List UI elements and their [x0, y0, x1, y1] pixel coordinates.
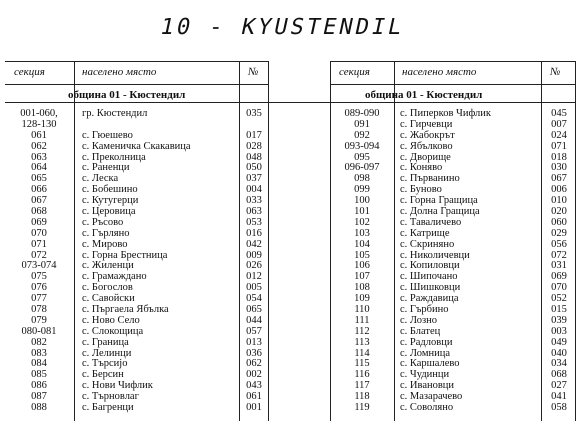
section-code: 105: [354, 249, 370, 261]
place-number: 070: [551, 282, 567, 294]
place-name: с. Слокощица: [82, 325, 144, 337]
place-name: с. Търсиjо: [82, 358, 128, 370]
place-number: 018: [551, 151, 567, 163]
section-code: 089-090: [344, 108, 380, 119]
section-code: 066: [31, 184, 47, 196]
table-row: [0, 142, 270, 153]
place-name: с. Търновлаг: [82, 391, 139, 403]
place-name: с. Нови Чифлик: [82, 380, 153, 392]
place-number: 007: [551, 118, 567, 130]
place-name: с. Лозно: [400, 314, 438, 326]
place-name: с. Мирово: [82, 238, 128, 250]
place-name: с. Раждавица: [400, 293, 459, 305]
place-name: с. Горна Гращица: [400, 195, 478, 207]
place-name: с. Бобешино: [82, 184, 138, 196]
place-number: 069: [551, 271, 567, 283]
place-number: 052: [551, 293, 567, 305]
section-code: 109: [354, 293, 370, 305]
section-code: 117: [354, 380, 370, 392]
place-number: 072: [551, 249, 567, 261]
section-code: 111: [354, 314, 370, 326]
place-number: 041: [551, 391, 567, 403]
table-row: [0, 338, 270, 349]
section-code: 086: [31, 380, 47, 392]
section-code: 075: [31, 271, 47, 283]
place-name: с. Жабокрът: [400, 129, 455, 141]
place-name: с. Ябълково: [400, 140, 453, 152]
section-code: 102: [354, 216, 370, 228]
place-number: 056: [551, 238, 567, 250]
place-name: с. Жиленци: [82, 260, 134, 272]
place-name: с. Соволяно: [400, 402, 454, 414]
place-name: с. Коняво: [400, 162, 443, 174]
place-number: 042: [246, 238, 262, 250]
section-code: 095: [354, 151, 370, 163]
left-section-header: секция: [14, 66, 45, 78]
place-number: 009: [246, 249, 262, 261]
municipality-rule-left: [5, 102, 330, 103]
place-name: с. Таваличево: [400, 216, 462, 228]
place-name: с. Мазарачево: [400, 391, 463, 403]
section-code: 071: [31, 238, 47, 250]
place-number: 049: [551, 336, 567, 348]
place-name: с. Грамаждано: [82, 271, 147, 283]
section-code: 072: [31, 249, 47, 261]
place-number: 068: [551, 369, 567, 381]
left-place-header: населено място: [82, 66, 157, 78]
right-place-header: населено място: [402, 66, 477, 78]
section-code: 113: [354, 336, 370, 348]
section-code: 112: [354, 325, 370, 337]
handwritten-title: 10 - KYUSTENDIL: [157, 15, 407, 40]
place-name: с. Граница: [82, 336, 129, 348]
place-name: с. Раненци: [82, 162, 130, 174]
place-number: 020: [551, 206, 567, 218]
place-name: с. Горна Брестница: [82, 249, 168, 261]
left-municipality-label: община 01 - Кюстендил: [68, 89, 186, 101]
place-name: с. Дворище: [400, 151, 451, 163]
section-code: 076: [31, 282, 47, 294]
place-name: с. Ивановци: [400, 380, 455, 392]
place-number: 044: [246, 314, 262, 326]
table-row: [330, 403, 579, 414]
section-code: 103: [354, 227, 370, 239]
place-number: 026: [246, 260, 262, 272]
section-code: 063: [31, 151, 47, 163]
place-number: 071: [551, 140, 567, 152]
section-code: 106: [354, 260, 370, 272]
place-name: с. Кутугерци: [82, 195, 139, 207]
place-number: 058: [551, 402, 567, 414]
header-bottom-rule-right: [330, 84, 575, 85]
place-number: 004: [246, 184, 262, 196]
header-top-rule-left: [5, 61, 268, 62]
section-code: 088: [31, 402, 47, 414]
place-name: с. Берсин: [82, 369, 124, 381]
place-number: 062: [246, 358, 262, 370]
place-number: 037: [246, 173, 262, 185]
place-name: с. Чудинци: [400, 369, 450, 381]
place-number: 060: [551, 216, 567, 228]
place-number: 016: [246, 227, 262, 239]
section-code: 091: [354, 118, 370, 130]
table-row: [330, 240, 579, 251]
section-code: 116: [354, 369, 370, 381]
section-code: 100: [354, 195, 370, 207]
left-table-body: [0, 109, 270, 414]
place-number: 015: [551, 304, 567, 316]
place-number: 002: [246, 369, 262, 381]
place-name: с. Долна Гращица: [400, 206, 480, 218]
right-section-header: секция: [339, 66, 370, 78]
section-code: 110: [354, 304, 370, 316]
section-code: 083: [31, 347, 47, 359]
place-name: с. Първанино: [400, 173, 460, 185]
section-code: 065: [31, 173, 47, 185]
place-number: 035: [246, 108, 262, 119]
section-code: 101: [354, 206, 370, 218]
section-code: 069: [31, 216, 47, 228]
section-code: 064: [31, 162, 47, 174]
place-name: с. Багренци: [82, 402, 134, 414]
place-name: с. Савойски: [82, 293, 135, 305]
section-code: 104: [354, 238, 370, 250]
header-bottom-rule-left: [5, 84, 268, 85]
section-code: 084: [31, 358, 47, 370]
place-number: 048: [246, 151, 262, 163]
place-name: с. Ломница: [400, 347, 450, 359]
place-name: с. Пиперков Чифлик: [400, 108, 491, 119]
place-number: 027: [551, 380, 567, 392]
table-row: [330, 338, 579, 349]
place-name: с. Богослов: [82, 282, 133, 294]
place-number: 054: [246, 293, 262, 305]
section-code: 107: [354, 271, 370, 283]
section-code: 119: [354, 402, 370, 414]
place-number: 045: [551, 108, 567, 119]
section-code: 067: [31, 195, 47, 207]
place-number: 039: [551, 314, 567, 326]
section-code: 070: [31, 227, 47, 239]
place-number: 043: [246, 380, 262, 392]
section-code: 073-074: [21, 260, 57, 272]
place-number: 006: [551, 184, 567, 196]
place-name: с. Гърбино: [400, 304, 449, 316]
table-row: [0, 403, 270, 414]
section-code: 062: [31, 140, 47, 152]
place-name: с. Церовица: [82, 206, 136, 218]
section-code: 080-081: [21, 325, 57, 337]
place-number: 067: [551, 173, 567, 185]
place-number: 057: [246, 325, 262, 337]
place-name: с. Николичевци: [400, 249, 470, 261]
place-name: с. Буново: [400, 184, 442, 196]
place-name: с. Шипочано: [400, 271, 458, 283]
right-number-header: №: [550, 66, 561, 78]
place-number: 033: [246, 195, 262, 207]
place-name: с. Каменичка Скакавица: [82, 140, 191, 152]
place-number: 012: [246, 271, 262, 283]
place-number: 010: [551, 195, 567, 207]
right-table-body: [330, 109, 579, 414]
section-code: 098: [354, 173, 370, 185]
place-name: с. Преколница: [82, 151, 146, 163]
place-name: с. Катрище: [400, 227, 450, 239]
table-row: [0, 240, 270, 251]
place-number: 017: [246, 129, 262, 141]
section-code: 118: [354, 391, 370, 403]
section-code: 093-094: [344, 140, 380, 152]
header-top-rule-right: [330, 61, 575, 62]
place-number: 050: [246, 162, 262, 174]
section-code: 068: [31, 206, 47, 218]
municipality-rule-right: [330, 102, 575, 103]
place-number: 028: [246, 140, 262, 152]
place-number: 013: [246, 336, 262, 348]
place-name: с. Гърляно: [82, 227, 130, 239]
place-name: с. Шишковци: [400, 282, 461, 294]
place-name: с. Блатец: [400, 325, 441, 337]
section-code: 108: [354, 282, 370, 294]
section-code: 099: [354, 184, 370, 196]
place-number: 061: [246, 391, 262, 403]
place-number: 029: [551, 227, 567, 239]
section-code: 001-060,: [20, 108, 58, 119]
section-code: 078: [31, 304, 47, 316]
section-code: 114: [354, 347, 370, 359]
place-number: 001: [246, 402, 262, 414]
place-name: гр. Кюстендил: [82, 108, 148, 119]
place-number: 024: [551, 129, 567, 141]
place-name: с. Гюешево: [82, 129, 133, 141]
place-number: 003: [551, 325, 567, 337]
section-code: 077: [31, 293, 47, 305]
section-code: 128-130: [21, 118, 57, 130]
section-code: 115: [354, 358, 370, 370]
place-number: 036: [246, 347, 262, 359]
place-number: 063: [246, 206, 262, 218]
section-code: 082: [31, 336, 47, 348]
place-name: с. Радловци: [400, 336, 453, 348]
place-number: 065: [246, 304, 262, 316]
place-number: 005: [246, 282, 262, 294]
place-name: с. Ново Село: [82, 314, 140, 326]
left-number-header: №: [248, 66, 259, 78]
section-code: 079: [31, 314, 47, 326]
section-code: 061: [31, 129, 47, 141]
right-municipality-label: община 01 - Кюстендил: [365, 89, 483, 101]
place-name: с. Ръсово: [82, 216, 124, 228]
place-name: с. Леска: [82, 173, 119, 185]
section-code: 092: [354, 129, 370, 141]
section-code: 085: [31, 369, 47, 381]
place-number: 040: [551, 347, 567, 359]
place-name: с. Скриняно: [400, 238, 455, 250]
place-number: 034: [551, 358, 567, 370]
place-name: с. Лелинци: [82, 347, 132, 359]
place-name: с. Гирчевци: [400, 118, 453, 130]
place-name: с. Копиловци: [400, 260, 460, 272]
place-name: с. Каршалево: [400, 358, 460, 370]
place-number: 031: [551, 260, 567, 272]
section-code: 096-097: [344, 162, 380, 174]
place-number: 030: [551, 162, 567, 174]
place-number: 053: [246, 216, 262, 228]
table-row: [330, 142, 579, 153]
section-code: 087: [31, 391, 47, 403]
place-name: с. Пъргаела Ябълка: [82, 304, 169, 316]
